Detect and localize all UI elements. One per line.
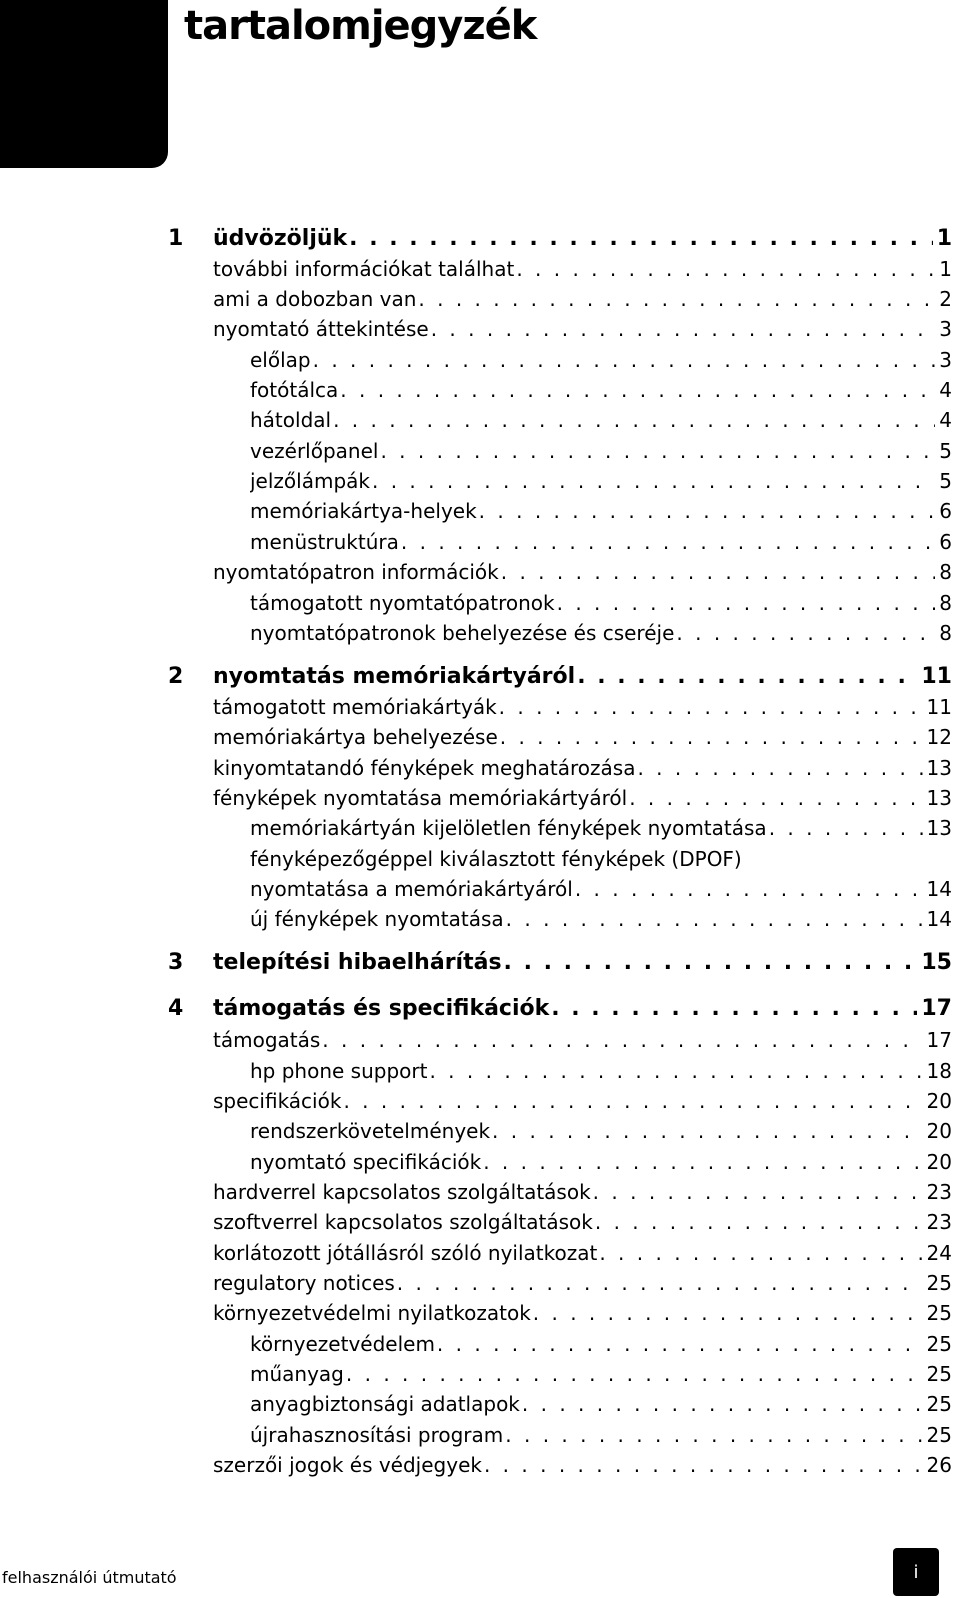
- toc-entry[interactable]: [250, 469, 952, 499]
- toc-dot-leader: [505, 1423, 922, 1447]
- toc-entry-title: újrahasznosítási program: [250, 1423, 504, 1447]
- toc-entry[interactable]: [250, 408, 952, 438]
- toc-entry[interactable]: [250, 877, 952, 907]
- toc-page-number: 23: [926, 1210, 952, 1234]
- toc-page-number: 25: [926, 1301, 952, 1325]
- toc-entry-title: jelzőlámpák: [250, 469, 370, 493]
- toc-entry-title: rendszerkövetelmények: [250, 1119, 491, 1143]
- toc-dot-leader: [500, 725, 923, 749]
- toc-dot-leader: [418, 287, 935, 311]
- toc-entry[interactable]: [250, 1059, 952, 1089]
- toc-page-number: 20: [926, 1150, 952, 1174]
- toc-entry[interactable]: [250, 1332, 952, 1362]
- toc-dot-leader: [397, 1271, 923, 1295]
- toc-entry[interactable]: [213, 1301, 952, 1331]
- toc-entry[interactable]: [213, 1241, 952, 1271]
- toc-dot-leader: [533, 1301, 923, 1325]
- toc-dot-leader: [431, 317, 936, 341]
- toc-entry-title: üdvözöljük: [213, 226, 348, 251]
- toc-dot-leader: [333, 408, 935, 432]
- toc-page-number: 12: [926, 725, 952, 749]
- toc-entry[interactable]: [250, 1423, 952, 1453]
- toc-page-number: 13: [926, 816, 952, 840]
- footer-label: felhasználói útmutató: [2, 1568, 177, 1587]
- toc-entry-title: nyomtatása a memóriakártyáról: [250, 877, 573, 901]
- toc-entry-title: szerzői jogok és védjegyek: [213, 1453, 482, 1477]
- toc-entry-title: memóriakártyán kijelöletlen fényképek nyomtatása: [250, 816, 767, 840]
- toc-dot-leader: [551, 996, 917, 1021]
- toc-entry-title: ami a dobozban van: [213, 287, 417, 311]
- toc-dot-leader: [346, 1362, 923, 1386]
- toc-entry-title: környezetvédelmi nyilatkozatok: [213, 1301, 531, 1325]
- toc-page-number: 14: [926, 877, 952, 901]
- toc-entry-title: nyomtatópatronok behelyezése és cseréje: [250, 621, 675, 645]
- toc-entry-title: korlátozott jótállásról szóló nyilatkozat: [213, 1241, 598, 1265]
- toc-entry-title: további információkat találhat: [213, 257, 515, 281]
- toc-page-number: 20: [926, 1089, 952, 1113]
- toc-dot-leader: [577, 664, 917, 689]
- toc-page-number: 24: [926, 1241, 952, 1265]
- toc-entry[interactable]: [213, 1453, 952, 1483]
- toc-dot-leader: [599, 1241, 922, 1265]
- toc-dot-leader: [522, 1392, 923, 1416]
- page-number-badge: i: [893, 1548, 939, 1596]
- toc-entry-title: új fényképek nyomtatása: [250, 907, 504, 931]
- toc-entry-title: menüstruktúra: [250, 530, 399, 554]
- toc-entry[interactable]: [250, 530, 952, 560]
- toc-dot-leader: [593, 1180, 923, 1204]
- toc-dot-leader: [483, 1150, 922, 1174]
- toc-dot-leader: [629, 786, 922, 810]
- toc-entry-title: nyomtató áttekintése: [213, 317, 429, 341]
- toc-page-number: 11: [921, 664, 952, 689]
- toc-entry[interactable]: [213, 1028, 952, 1058]
- toc-page-number: 15: [921, 950, 952, 975]
- toc-page-number: 14: [926, 907, 952, 931]
- toc-entry[interactable]: [250, 621, 952, 651]
- toc-page-number: 4: [939, 408, 952, 432]
- toc-chapter-number: 2: [168, 664, 184, 689]
- toc-entry[interactable]: [213, 257, 952, 287]
- page-title: tartalomjegyzék: [184, 3, 537, 49]
- toc-entry[interactable]: [250, 816, 952, 846]
- toc-entry[interactable]: [250, 1362, 952, 1392]
- toc-page-number: 25: [926, 1362, 952, 1386]
- toc-page-number: 1: [939, 257, 952, 281]
- toc-entry[interactable]: [213, 725, 952, 755]
- toc-dot-leader: [595, 1210, 923, 1234]
- toc-dot-leader: [516, 257, 935, 281]
- toc-entry[interactable]: [250, 1392, 952, 1422]
- toc-entry[interactable]: [213, 695, 952, 725]
- toc-dot-leader: [484, 1453, 923, 1477]
- toc-chapter[interactable]: [168, 226, 952, 256]
- toc-page-number: 5: [939, 439, 952, 463]
- toc-page-number: 23: [926, 1180, 952, 1204]
- toc-dot-leader: [479, 499, 936, 523]
- toc-entry-title: nyomtatópatron információk: [213, 560, 499, 584]
- toc-entry[interactable]: [213, 1210, 952, 1240]
- toc-page-number: 18: [926, 1059, 952, 1083]
- toc-dot-leader: [340, 378, 935, 402]
- toc-page-number: 8: [939, 621, 952, 645]
- toc-entry[interactable]: [213, 1271, 952, 1301]
- toc-entry-title: hp phone support: [250, 1059, 428, 1083]
- toc-entry[interactable]: [213, 1180, 952, 1210]
- toc-entry-title: fényképezőgéppel kiválasztott fényképek (DPOF): [250, 847, 742, 871]
- toc-dot-leader: [437, 1332, 923, 1356]
- toc-chapter[interactable]: [168, 664, 952, 694]
- toc-entry-title: anyagbiztonsági adatlapok: [250, 1392, 520, 1416]
- toc-entry[interactable]: [250, 378, 952, 408]
- toc-dot-leader: [313, 348, 936, 372]
- toc-page-number: 17: [926, 1028, 952, 1052]
- toc-dot-leader: [676, 621, 935, 645]
- toc-chapter-number: 4: [168, 996, 184, 1021]
- toc-entry-title: hardverrel kapcsolatos szolgáltatások: [213, 1180, 591, 1204]
- toc-dot-leader: [492, 1119, 923, 1143]
- toc-chapter-number: 3: [168, 950, 184, 975]
- toc-dot-leader: [343, 1089, 922, 1113]
- toc-page-number: 1: [936, 226, 952, 251]
- toc-entry[interactable]: [250, 591, 952, 621]
- toc-entry-title: támogatott nyomtatópatronok: [250, 591, 555, 615]
- toc-dot-leader: [401, 530, 935, 554]
- toc-entry-title: nyomtató specifikációk: [250, 1150, 482, 1174]
- toc-entry-title: hátoldal: [250, 408, 332, 432]
- toc-dot-leader: [349, 226, 933, 251]
- toc-page-number: 4: [939, 378, 952, 402]
- toc-page-number: 26: [926, 1453, 952, 1477]
- toc-entry-title: támogatott memóriakártyák: [213, 695, 497, 719]
- toc-page-number: 25: [926, 1271, 952, 1295]
- toc-entry[interactable]: [250, 439, 952, 469]
- toc-entry[interactable]: [213, 756, 952, 786]
- toc-entry[interactable]: [213, 560, 952, 590]
- toc-entry-title: támogatás: [213, 1028, 321, 1052]
- toc-entry-title: fotótálca: [250, 378, 339, 402]
- toc-entry[interactable]: [250, 847, 952, 877]
- toc-entry-title: memóriakártya behelyezése: [213, 725, 498, 749]
- toc-dot-leader: [637, 756, 922, 780]
- toc-dot-leader: [380, 439, 935, 463]
- toc-entry[interactable]: [250, 499, 952, 529]
- toc-dot-leader: [575, 877, 923, 901]
- toc-page-number: 6: [939, 499, 952, 523]
- toc-dot-leader: [499, 695, 923, 719]
- toc-entry-title: fényképek nyomtatása memóriakártyáról: [213, 786, 628, 810]
- toc-page-number: 20: [926, 1119, 952, 1143]
- toc-entry-title: műanyag: [250, 1362, 344, 1386]
- toc-page-number: 11: [926, 695, 952, 719]
- toc-entry-title: előlap: [250, 348, 311, 372]
- toc-dot-leader: [372, 469, 935, 493]
- toc-dot-leader: [557, 591, 936, 615]
- toc-entry-title: szoftverrel kapcsolatos szolgáltatások: [213, 1210, 593, 1234]
- toc-entry[interactable]: [250, 348, 952, 378]
- toc-page-number: 3: [939, 317, 952, 341]
- toc-dot-leader: [501, 560, 936, 584]
- toc-page-number: 13: [926, 756, 952, 780]
- toc-entry[interactable]: [213, 1089, 952, 1119]
- toc-entry-title: specifikációk: [213, 1089, 342, 1113]
- toc-entry-title: regulatory notices: [213, 1271, 395, 1295]
- toc-entry-title: telepítési hibaelhárítás: [213, 950, 502, 975]
- toc-entry-title: környezetvédelem: [250, 1332, 435, 1356]
- toc-chapter[interactable]: [168, 950, 952, 980]
- toc-page-number: 13: [926, 786, 952, 810]
- toc-page-number: 6: [939, 530, 952, 554]
- toc-chapter-number: 1: [168, 226, 184, 251]
- toc-page-number: 2: [939, 287, 952, 311]
- toc-page-number: 8: [939, 591, 952, 615]
- toc-dot-leader: [504, 950, 918, 975]
- toc-entry[interactable]: [213, 786, 952, 816]
- toc-dot-leader: [506, 907, 923, 931]
- toc-entry[interactable]: [213, 287, 952, 317]
- toc-entry[interactable]: [250, 1150, 952, 1180]
- toc-page-number: 5: [939, 469, 952, 493]
- toc-dot-leader: [769, 816, 923, 840]
- toc-dot-leader: [322, 1028, 922, 1052]
- toc-page-number: 8: [939, 560, 952, 584]
- toc-entry[interactable]: [250, 1119, 952, 1149]
- corner-block: [0, 0, 168, 168]
- toc-page-number: 17: [921, 996, 952, 1021]
- toc-page-number: 25: [926, 1392, 952, 1416]
- toc-entry-title: kinyomtatandó fényképek meghatározása: [213, 756, 636, 780]
- toc-entry-title: vezérlőpanel: [250, 439, 379, 463]
- toc-entry[interactable]: [213, 317, 952, 347]
- toc-entry-title: nyomtatás memóriakártyáról: [213, 664, 576, 689]
- toc-page-number: 3: [939, 348, 952, 372]
- toc-page-number: 25: [926, 1332, 952, 1356]
- toc-entry[interactable]: [250, 907, 952, 937]
- toc-chapter[interactable]: [168, 996, 952, 1026]
- toc-dot-leader: [429, 1059, 922, 1083]
- toc-page-number: 25: [926, 1423, 952, 1447]
- toc-entry-title: támogatás és specifikációk: [213, 996, 550, 1021]
- toc-entry-title: memóriakártya-helyek: [250, 499, 477, 523]
